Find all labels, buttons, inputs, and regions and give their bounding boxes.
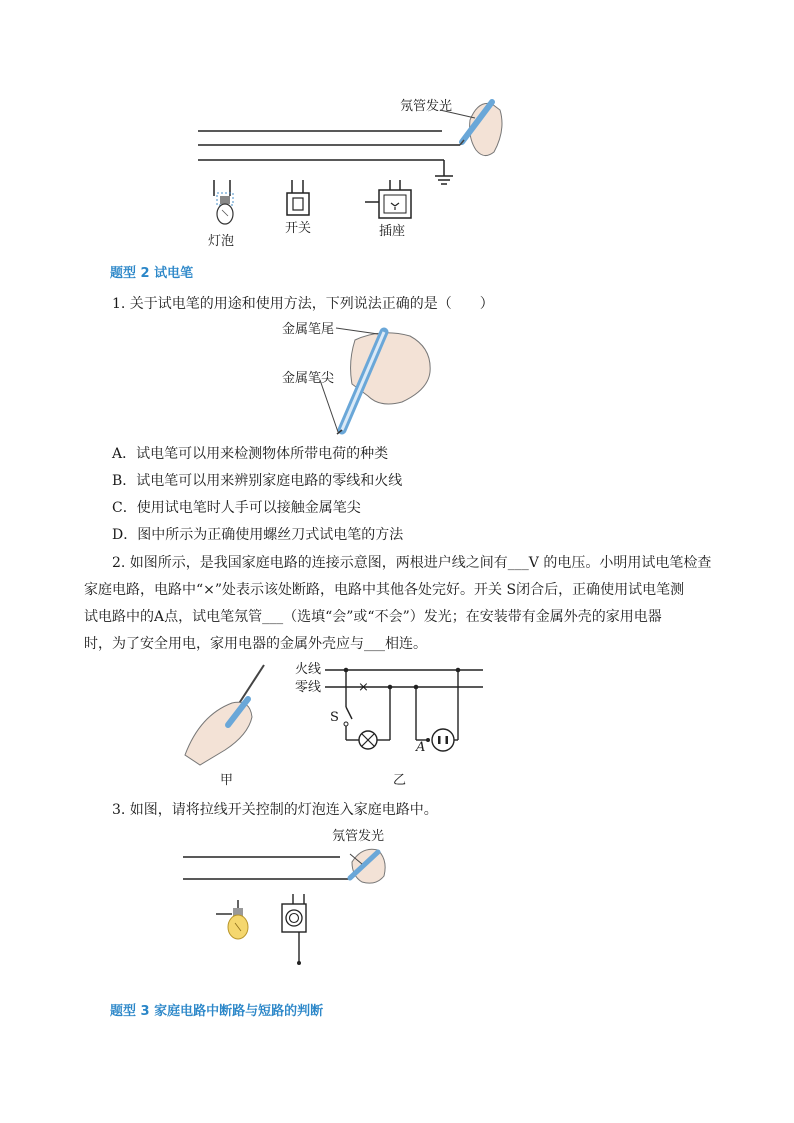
q1-stem: 1. 关于试电笔的用途和使用方法，下列说法正确的是（ ） (112, 296, 494, 312)
socket-icon-1 (365, 180, 411, 218)
figure1-drawing (0, 0, 794, 260)
q2-break-mark: × (358, 680, 369, 695)
q2-point-a-label: A (416, 740, 426, 755)
pen-tip-label: 金属笔尖 (282, 371, 335, 386)
q3-stem: 3. 如图，请将拉线开关控制的灯泡连入家庭电路中。 (112, 802, 438, 818)
q2-line-2: 家庭电路，电路中“×”处表示该处断路，电路中其他各处完好。开关 S闭合后，正确使用试电笔测 (84, 582, 685, 598)
q2-line-4: 时，为了安全用电，家用电器的金属外壳应与___相连。 (84, 636, 427, 652)
hand-pen-icon-2 (185, 665, 264, 765)
q1-option-b: B．试电笔可以用来辨别家庭电路的零线和火线 (112, 473, 403, 489)
bulb-icon-3 (216, 900, 248, 939)
q1-option-c: C．使用试电笔时人手可以接触金属笔尖 (112, 500, 361, 516)
switch-label: 开关 (285, 221, 312, 236)
q1-option-d: D．图中所示为正确使用螺丝刀式试电笔的方法 (112, 527, 404, 543)
q3-neon-label: 氖管发光 (332, 829, 385, 844)
q1-option-a: A．试电笔可以用来检测物体所带电荷的种类 (112, 446, 389, 462)
q2-neutral-label: 零线 (295, 680, 322, 695)
q2-switch-label: S (330, 710, 339, 725)
q2-caption-right: 乙 (393, 773, 407, 788)
section-heading-2: 题型 2 试电笔 (110, 266, 194, 281)
bulb-label: 灯泡 (208, 234, 235, 249)
q2-live-label: 火线 (295, 662, 322, 677)
bulb-icon-1 (214, 180, 233, 224)
neon-label-1: 氖管发光 (400, 99, 453, 114)
q2-caption-left: 甲 (220, 773, 234, 788)
q3-drawing (0, 820, 794, 970)
pull-switch-icon (282, 894, 306, 965)
socket-label: 插座 (379, 224, 406, 239)
switch-icon-1 (287, 180, 309, 215)
q2-line-1: 2. 如图所示，是我国家庭电路的连接示意图，两根进户线之间有___V 的电压。小明用试电笔检查 (112, 555, 712, 571)
hand-pen-icon-3 (350, 849, 385, 883)
section-heading-3: 题型 3 家庭电路中断路与短路的判断 (110, 1004, 324, 1019)
q2-line-3: 试电路中的A点，试电笔氖管___（选填“会”或“不会”）发光；在安装带有金属外壳的家用电器 (84, 609, 662, 625)
pen-tail-label: 金属笔尾 (282, 322, 335, 337)
